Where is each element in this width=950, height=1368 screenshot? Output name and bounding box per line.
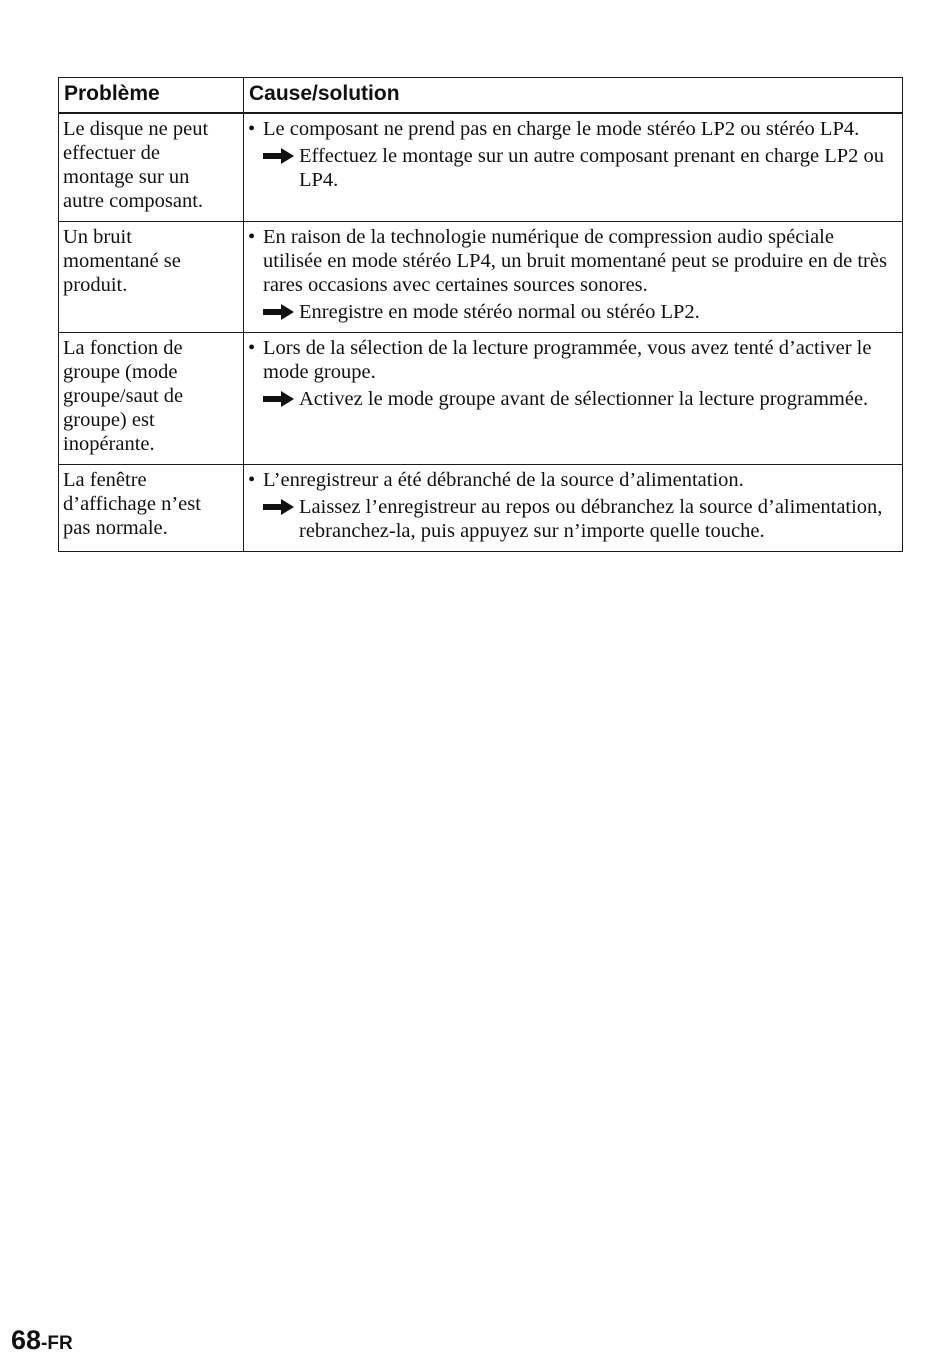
table-row [59, 222, 903, 333]
problem-text: La fonction de groupe (mode groupe/saut de groupe) est inopérante. [63, 337, 184, 455]
header-cause-solution: Cause/solution [244, 78, 903, 114]
bullet-icon: • [248, 469, 256, 491]
solution-item [263, 387, 898, 411]
table-row [59, 113, 903, 222]
solution-text: Laissez l’enregistreur au repos ou débranchez la source d’alimentation, rebranchez-la, puis appuyez sur n’importe quelle touche. [299, 496, 883, 542]
cause-text: Lors de la sélection de la lecture programmée, vous avez tenté d’activer le mode groupe. [263, 337, 872, 383]
page-number-value: 68 [11, 1325, 42, 1355]
cause-text: Le composant ne prend pas en charge le mode stéréo LP2 ou stéréo LP4. [263, 118, 860, 140]
problem-text: Un bruit momentané se produit. [63, 226, 181, 296]
right-arrow-icon [263, 387, 299, 411]
bullet-icon: • [248, 226, 256, 248]
cause-item [248, 336, 898, 384]
cause-item [248, 468, 898, 492]
solution-item [263, 300, 898, 324]
cause-item [248, 117, 898, 141]
problem-text: Le disque ne peut effectuer de montage sur un autre composant. [63, 118, 209, 212]
problem-text: La fenêtre d’affichage n’est pas normale. [63, 469, 201, 539]
header-row [59, 78, 903, 114]
cause-solution-cell [244, 113, 903, 222]
solution-text: Activez le mode groupe avant de sélectionner la lecture programmée. [299, 388, 869, 410]
bullet-icon: • [248, 118, 256, 140]
cause-solution-cell [244, 465, 903, 552]
solution-item [263, 495, 898, 543]
problem-cell [59, 333, 244, 465]
cause-text: L’enregistreur a été débranché de la source d’alimentation. [263, 469, 744, 491]
cause-solution-cell [244, 222, 903, 333]
right-arrow-icon [263, 300, 299, 324]
table-row [59, 465, 903, 552]
cause-item [248, 225, 898, 297]
troubleshooting-table [58, 77, 903, 552]
header-problem: Problème [59, 78, 244, 114]
problem-cell [59, 465, 244, 552]
table-row [59, 333, 903, 465]
table-header [59, 78, 903, 114]
cause-solution-cell [244, 333, 903, 465]
solution-item [263, 144, 898, 192]
solution-text: Effectuez le montage sur un autre composant prenant en charge LP2 ou LP4. [299, 145, 884, 191]
right-arrow-icon [263, 495, 299, 519]
page-number [11, 1325, 73, 1360]
table-body [59, 113, 903, 552]
right-arrow-icon [263, 144, 299, 168]
problem-cell [59, 222, 244, 333]
problem-cell [59, 113, 244, 222]
page-number-suffix: -FR [41, 1333, 73, 1354]
cause-text: En raison de la technologie numérique de compression audio spéciale utilisée en mode stéréo LP4, un bruit momentané peut se produire en de très rares occasions avec certaines sources sonores. [263, 226, 887, 296]
bullet-icon: • [248, 337, 256, 359]
solution-text: Enregistre en mode stéréo normal ou stéréo LP2. [299, 301, 700, 323]
